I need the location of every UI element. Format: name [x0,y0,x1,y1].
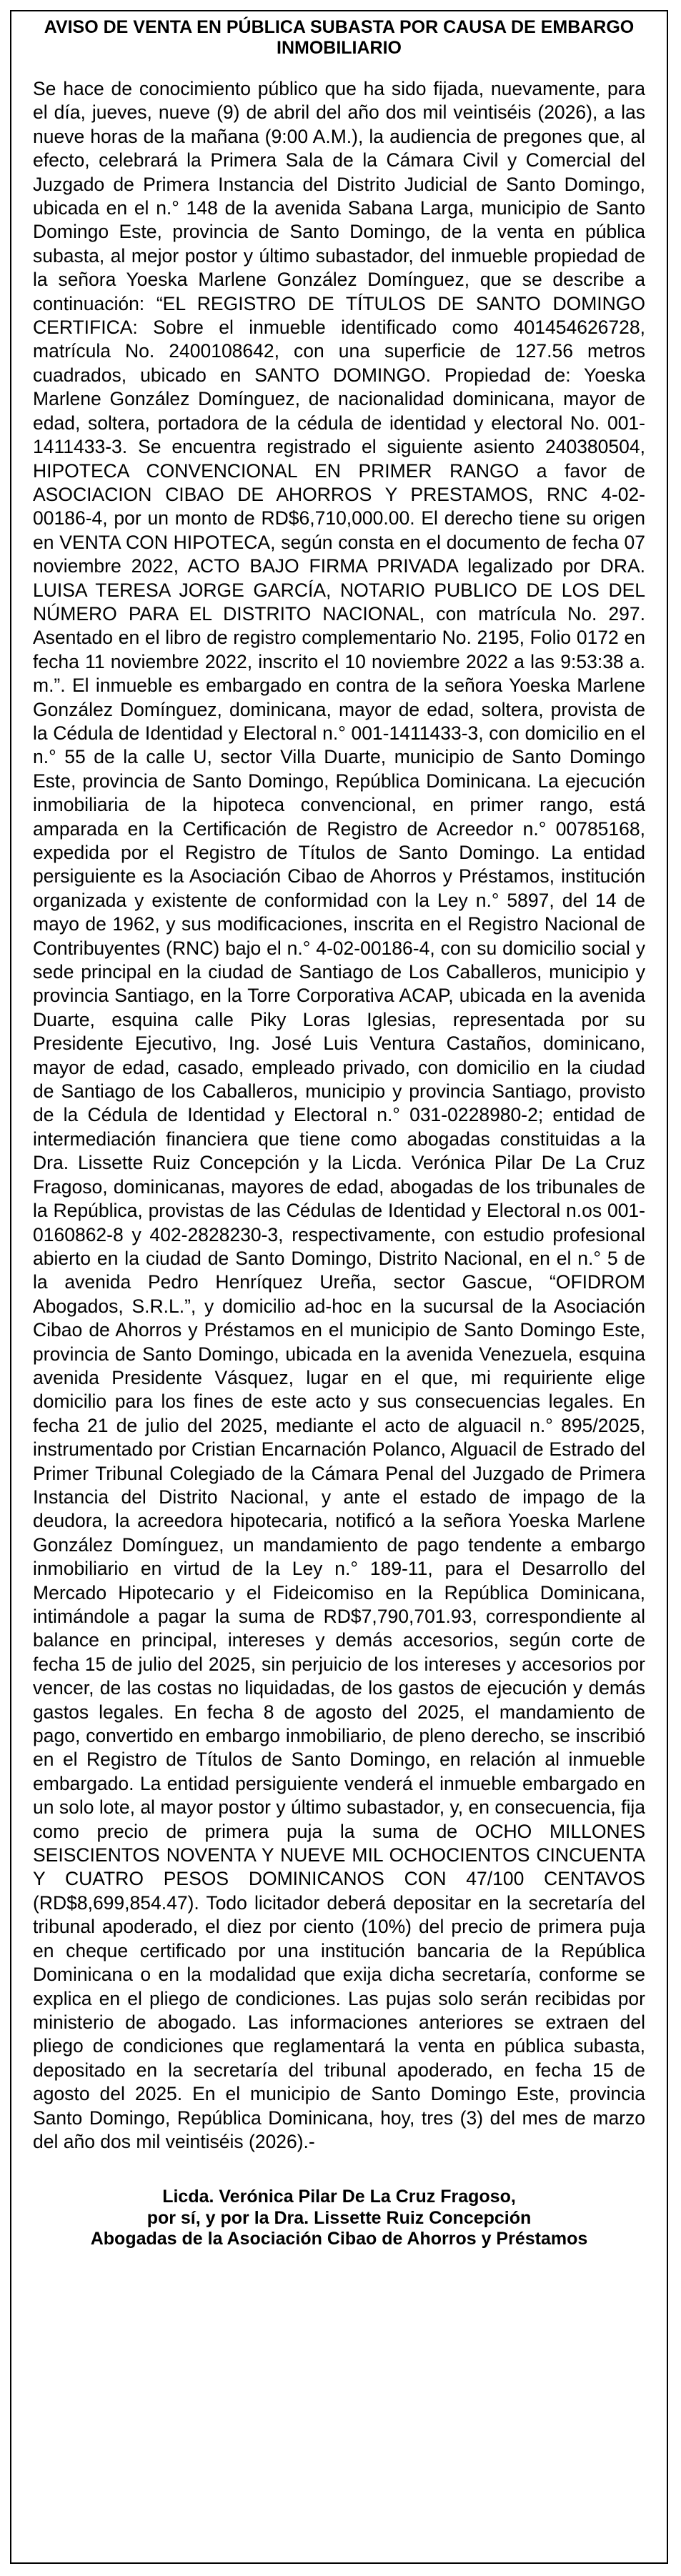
notice-frame [10,10,668,2564]
notice-title: AVISO DE VENTA EN PÚBLICA SUBASTA POR CAUSA DE EMBARGO INMOBILIARIO [44,17,635,58]
signature-line-role: Abogadas de la Asociación Cibao de Ahorros y Préstamos [90,2229,588,2249]
notice-body: Se hace de conocimiento público que ha sido fijada, nuevamente, para el día, jueves, nueve (9) de abril del año dos mil veintiséis (2026), a las nueve horas de la mañana (9:00 A.M.), la audiencia de pregones que, al efecto, celebrará la Primera Sala de la Cámara Civil y Comercial del Juzgado de Primera Instancia del Distrito Judicial de Santo Domingo, ubicada en el n.° 148 de la avenida Sabana Larga, municipio de Santo Domingo Este, provincia de Santo Domingo, de la venta en pública subasta, al mejor postor y último subastador, del inmueble propiedad de la señora Yoeska Marlene González Domínguez, que se describe a continuación: “EL REGISTRO DE TÍTULOS DE SANTO DOMINGO CERTIFICA: Sobre el inmueble identificado como 401454626728, matrícula No. 2400108642, con una superficie de 127.56 metros cuadrados, ubicado en SANTO DOMINGO. Propiedad de: Yoeska Marlene González Domínguez, de nacionalidad dominicana, mayor de edad, soltera, portadora de la cédula de identidad y electoral No. 001-1411433-3. Se encuentra registrado el siguiente asiento 240380504, HIPOTECA CONVENCIONAL EN PRIMER RANGO a favor de ASOCIACION CIBAO DE AHORROS Y PRESTAMOS, RNC 4-02-00186-4, por un monto de RD$6,710,000.00. El derecho tiene su origen en VENTA CON HIPOTECA, según consta en el documento de fecha 07 noviembre 2022, ACTO BAJO FIRMA PRIVADA legalizado por DRA. LUISA TERESA JORGE GARCÍA, NOTARIO PUBLICO DE LOS DEL NÚMERO PARA EL DISTRITO NACIONAL, con matrícula No. 297. Asentado en el libro de registro complementario No. 2195, Folio 0172 en fecha 11 noviembre 2022, inscrito el 10 noviembre 2022 a las 9:53:38 a. m.”. El inmueble es embargado en contra de la señora Yoeska Marlene González Domínguez, dominicana, mayor de edad, soltera, provista de la Cédula de Identidad y Electoral n.° 001-1411433-3, con domicilio en el n.° 55 de la calle U, sector Villa Duarte, municipio de Santo Domingo Este, provincia de Santo Domingo, República Dominicana. La ejecución inmobiliaria de la hipoteca convencional, en primer rango, está amparada en la Certificación de Registro de Acreedor n.° 00785168, expedida por el Registro de Títulos de Santo Domingo. La entidad persiguiente es la Asociación Cibao de Ahorros y Préstamos, institución organizada y existente de conformidad con la Ley n.° 5897, del 14 de mayo de 1962, y sus modificaciones, inscrita en el Registro Nacional de Contribuyentes (RNC) bajo el n.° 4-02-00186-4, con su domicilio social y sede principal en la ciudad de Santiago de Los Caballeros, municipio y provincia Santiago, en la Torre Corporativa ACAP, ubicada en la avenida Duarte, esquina calle Piky Loras Iglesias, representada por su Presidente Ejecutivo, Ing. José Luis Ventura Castaños, dominicano, mayor de edad, casado, empleado privado, con domicilio en la ciudad de Santiago de los Caballeros, municipio y provincia Santiago, provisto de la Cédula de Identidad y Electoral n.° 031-0228980-2; entidad de intermediación financiera que tiene como abogadas constituidas a la Dra. Lissette Ruiz Concepción y la Licda. Verónica Pilar De La Cruz Fragoso, dominicanas, mayores de edad, abogadas de los tribunales de la República, provistas de las Cédulas de Identidad y Electoral n.os 001-0160862-8 y 402-2828230-3, respectivamente, con estudio profesional abierto en la ciudad de Santo Domingo, Distrito Nacional, en el n.° 5 de la avenida Pedro Henríquez Ureña, sector Gascue, “OFIDROM Abogados, S.R.L.”, y domicilio ad-hoc en la sucursal de la Asociación Cibao de Ahorros y Préstamos en el municipio de Santo Domingo Este, provincia de Santo Domingo, ubicada en la avenida Venezuela, esquina avenida Presidente Vásquez, lugar en el que, mi requiriente elige domicilio para los fines de este acto y sus consecuencias legales. En fecha 21 de julio del 2025, mediante el acto de alguacil n.° 895/2025, instrumentado por Cristian Encarnación Polanco, Alguacil de Estrado del Primer Tribunal Colegiado de la Cámara Penal del Juzgado de Primera Instancia del Distrito Nacional, y ante el estado de impago de la deudora, la acreedora hipotecaria, notificó a la señora Yoeska Marlene González Domínguez, un mandamiento de pago tendente a embargo inmobiliario en virtud de la Ley n.° 189-11, para el Desarrollo del Mercado Hipotecario y el Fideicomiso en la República Dominicana, intimándole a pagar la suma de RD$7,790,701.93, correspondiente al balance en principal, intereses y demás accesorios, según corte de fecha 15 de julio del 2025, sin perjuicio de los intereses y accesorios por vencer, de las costas no liquidadas, de los gastos de ejecución y demás gastos legales. En fecha 8 de agosto del 2025, el mandamiento de pago, convertido en embargo inmobiliario, de pleno derecho, se inscribió en el Registro de Títulos de Santo Domingo, en relación al inmueble embargado. La entidad persiguiente venderá el inmueble embargado en un solo lote, al mayor postor y último subastador, y, en consecuencia, fija como precio de primera puja la suma de OCHO MILLONES SEISCIENTOS NOVENTA Y NUEVE MIL OCHOCIENTOS CINCUENTA Y CUATRO PESOS DOMINICANOS CON 47/100 CENTAVOS (RD$8,699,854.47). Todo licitador deberá depositar en la secretaría del tribunal apoderado, el diez por ciento (10%) del precio de primera puja en cheque certificado por una institución bancaria de la República Dominicana o en la modalidad que exija dicha secretaría, conforme se explica en el pliego de condiciones. Las pujas solo serán recibidas por ministerio de abogado. Las informaciones anteriores se extraen del pliego de condiciones que reglamentará la venta en pública subasta, depositado en la secretaría del tribunal apoderado, en fecha 15 de agosto del 2025. En el municipio de Santo Domingo Este, provincia Santo Domingo, República Dominicana, hoy, tres (3) del mes de marzo del año dos mil veintiséis (2026).- [33,78,645,2152]
notice-content [11,11,667,2250]
signature-line-representation: por sí, y por la Dra. Lissette Ruiz Concepción [146,2207,532,2228]
signature-line-name: Licda. Verónica Pilar De La Cruz Fragoso, [162,2187,516,2207]
signature-block [33,2187,645,2250]
